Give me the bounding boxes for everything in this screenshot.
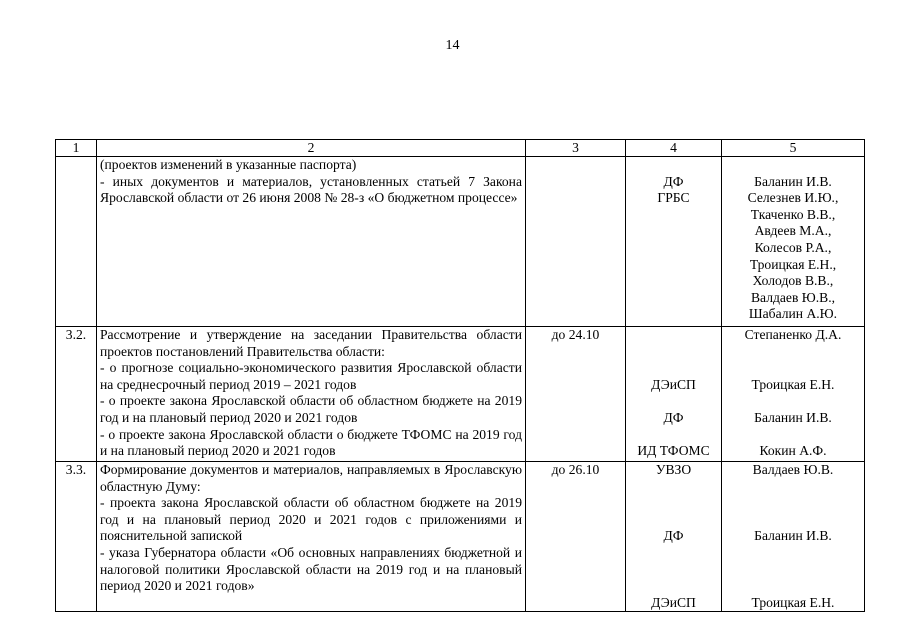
description-paragraph: Формирование документов и материалов, направляемых в Ярославскую областную Думу: xyxy=(100,462,522,494)
row-date xyxy=(526,157,626,327)
description-paragraph: Рассмотрение и утверждение на заседании Правительства области проектов постановлений Правительства области: xyxy=(100,327,522,359)
responsible-line: Баланин И.В. xyxy=(754,409,832,425)
row-responsible xyxy=(722,327,865,462)
description-paragraph: - проекта закона Ярославской области об областном бюджете на 2019 год и на плановый период 2020 и 2021 годов с приложениями и пояснительной запиской xyxy=(100,495,522,544)
responsible-line xyxy=(722,344,864,361)
org-line xyxy=(626,344,721,361)
row-description xyxy=(97,327,526,462)
row-number: 3.2. xyxy=(56,327,97,462)
description-paragraph: (проектов изменений в указанные паспорта) xyxy=(100,157,357,172)
description-paragraph: - о прогнозе социально-экономического развития Ярославской области на среднесрочный период 2019 – 2021 годов xyxy=(100,360,522,392)
row-organization xyxy=(626,462,722,612)
responsible-line: Шабалин А.Ю. xyxy=(748,306,838,322)
table-row xyxy=(56,327,865,462)
row-organization xyxy=(626,327,722,462)
responsible-line: Холодов В.В., xyxy=(752,273,834,289)
header-cell-5: 5 xyxy=(722,140,865,157)
org-line xyxy=(626,495,721,512)
responsible-line: Троицкая Е.Н. xyxy=(751,594,835,610)
responsible-line: Баланин И.В. xyxy=(754,528,832,544)
responsible-line: Селезнев И.Ю., xyxy=(747,190,839,206)
responsible-line: Валдаев Ю.В., xyxy=(750,289,836,305)
header-cell-1: 1 xyxy=(56,140,97,157)
org-line xyxy=(626,360,721,377)
responsible-line: Ткаченко В.В., xyxy=(750,206,836,222)
row-responsible xyxy=(722,157,865,327)
org-line: ГРБС xyxy=(657,190,690,206)
responsible-line xyxy=(722,157,864,174)
row-date: до 26.10 xyxy=(526,462,626,612)
responsible-line: Авдеев М.А., xyxy=(754,223,832,239)
org-line xyxy=(626,578,721,595)
plan-table xyxy=(55,139,865,612)
responsible-line xyxy=(722,512,864,529)
responsible-line xyxy=(722,393,864,410)
row-number: 3.3. xyxy=(56,462,97,612)
responsible-line: Степаненко Д.А. xyxy=(744,327,842,342)
header-cell-3: 3 xyxy=(526,140,626,157)
responsible-line xyxy=(722,562,864,579)
responsible-line xyxy=(722,578,864,595)
org-line xyxy=(626,562,721,579)
org-line xyxy=(626,157,721,174)
description-paragraph: - о проекте закона Ярославской области об областном бюджете на 2019 год и на плановый период 2020 и 2021 годов xyxy=(100,393,522,425)
responsible-line xyxy=(722,495,864,512)
table-row xyxy=(56,157,865,327)
responsible-line: Баланин И.В. xyxy=(754,173,832,189)
org-line xyxy=(626,327,721,344)
org-line: ДФ xyxy=(663,528,684,544)
org-line xyxy=(626,427,721,444)
table-row xyxy=(56,462,865,612)
org-line: УВЗО xyxy=(655,462,692,477)
row-responsible xyxy=(722,462,865,612)
responsible-line xyxy=(722,545,864,562)
responsible-line: Кокин А.Ф. xyxy=(759,443,827,459)
row-organization xyxy=(626,157,722,327)
org-line xyxy=(626,545,721,562)
description-paragraph: - указа Губернатора области «Об основных направлениях бюджетной и налоговой политики Ярославской области на 2019 год и на плановый период 2020 и 2021 годов» xyxy=(100,544,522,594)
org-line xyxy=(626,393,721,410)
responsible-line xyxy=(722,427,864,444)
org-line: ДФ xyxy=(663,173,684,189)
org-line: ИД ТФОМС xyxy=(637,443,710,459)
responsible-line: Троицкая Е.Н. xyxy=(751,376,835,392)
row-number xyxy=(56,157,97,327)
header-cell-4: 4 xyxy=(626,140,722,157)
org-line xyxy=(626,479,721,496)
org-line: ДЭиСП xyxy=(651,376,696,392)
responsible-line xyxy=(722,360,864,377)
page-number: 14 xyxy=(445,38,460,53)
org-line xyxy=(626,512,721,529)
header-cell-2: 2 xyxy=(97,140,526,157)
description-paragraph: - о проекте закона Ярославской области о бюджете ТФОМС на 2019 год и на плановый период 2020 и 2021 годов xyxy=(100,426,522,459)
row-date: до 24.10 xyxy=(526,327,626,462)
row-description xyxy=(97,462,526,612)
responsible-line: Валдаев Ю.В. xyxy=(752,462,834,477)
description-paragraph: - иных документов и материалов, установленных статьей 7 Закона Ярославской области от 26 июня 2008 № 28-з «О бюджетном процессе» xyxy=(100,173,522,206)
row-description xyxy=(97,157,526,327)
responsible-line: Колесов Р.А., xyxy=(754,239,832,255)
org-line: ДФ xyxy=(663,409,684,425)
responsible-line: Троицкая Е.Н., xyxy=(749,256,837,272)
table-header-row xyxy=(56,140,865,157)
responsible-line xyxy=(722,479,864,496)
org-line: ДЭиСП xyxy=(651,594,696,610)
